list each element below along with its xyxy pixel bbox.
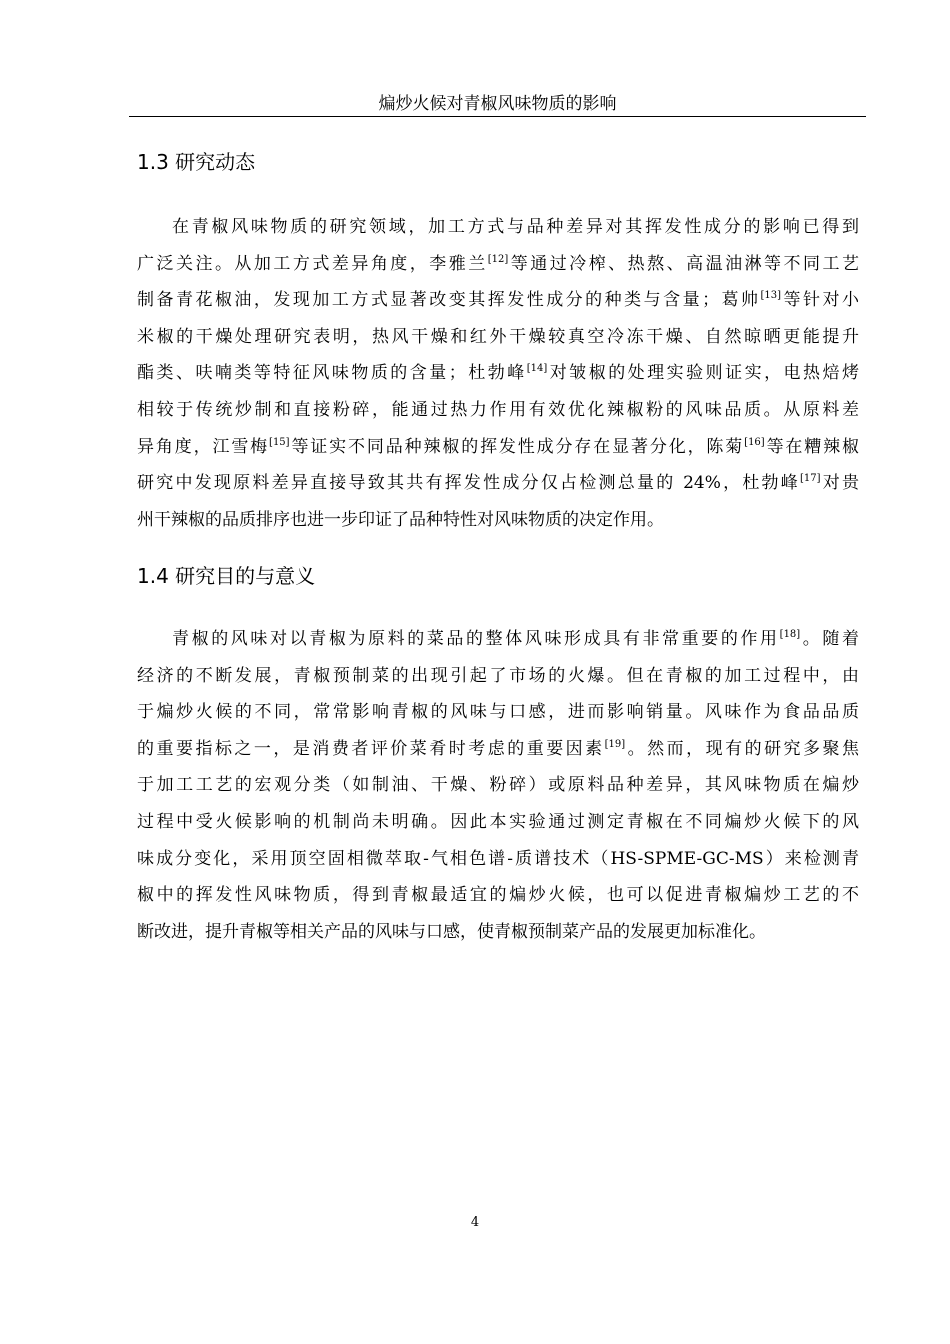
text-line	[137, 392, 859, 429]
text-line	[137, 465, 859, 502]
text-line	[137, 246, 859, 283]
citation-ref: [15]	[269, 436, 290, 448]
text-line	[137, 429, 859, 466]
text-run: 于加工工艺的宏观分类（如制油、干燥、粉碎）或原料品种差异，其风味物质在煸炒	[137, 775, 859, 796]
text-run: 。然而，现有的研究多聚焦	[625, 738, 860, 759]
text-line	[137, 804, 859, 841]
text-line	[137, 914, 859, 951]
text-run: 等在糟辣椒	[764, 436, 860, 457]
citation-ref: [18]	[779, 629, 801, 640]
text-run: 等证实不同品种辣椒的挥发性成分存在显著分化，陈菊	[289, 436, 745, 457]
text-line	[137, 694, 859, 731]
paragraph-purpose-significance	[137, 621, 859, 950]
text-line	[137, 319, 859, 356]
text-run: 。随着	[800, 629, 860, 649]
paragraph-research-trends	[137, 209, 859, 538]
citation-ref: [16]	[744, 436, 765, 448]
text-run: 对贵	[820, 473, 860, 494]
text-run: 酯类、呋喃类等特征风味物质的含量；杜勃峰	[137, 363, 527, 384]
text-line	[137, 355, 859, 392]
section-heading-1-3: 1.3 研究动态	[137, 150, 256, 174]
text-run: 对皱椒的处理实验则证实，电热焙烤	[547, 363, 860, 384]
text-run: 断改进，提升青椒等相关产品的风味与口感，使青椒预制菜产品的发展更加标准化。	[137, 921, 766, 942]
text-run: 过程中受火候影响的机制尚未明确。因此本实验通过测定青椒在不同煸炒火候下的风	[137, 811, 859, 832]
text-line	[137, 877, 859, 914]
text-run: 青椒的风味对以青椒为原料的菜品的整体风味形成具有非常重要的作用	[172, 629, 780, 649]
text-run: 味成分变化，采用顶空固相微萃取-气相色谱-质谱技术（HS-SPME-GC-MS）来检测青	[137, 848, 859, 869]
text-line	[137, 621, 859, 658]
text-run: 椒中的挥发性风味物质，得到青椒最适宜的煸炒火候，也可以促进青椒煸炒工艺的不	[137, 885, 859, 906]
text-run: 等通过冷榨、热熬、高温油淋等不同工艺	[508, 253, 859, 274]
citation-ref: [17]	[800, 473, 821, 485]
header-rule	[129, 116, 866, 117]
text-line	[137, 282, 859, 319]
citation-ref: [14]	[526, 363, 548, 375]
running-header: 煸炒火候对青椒风味物质的影响	[378, 94, 617, 114]
text-line	[137, 767, 859, 804]
text-run: 研究中发现原料差异直接导致其共有挥发性成分仅占检测总量的 24%，杜勃峰	[137, 473, 801, 494]
citation-ref: [12]	[487, 253, 509, 265]
text-line	[137, 658, 859, 695]
text-run: 在青椒风味物质的研究领域，加工方式与品种差异对其挥发性成分的影响已得到	[172, 217, 859, 237]
citation-ref: [19]	[604, 738, 626, 750]
section-heading-1-4: 1.4 研究目的与意义	[137, 564, 316, 588]
text-line	[137, 209, 859, 246]
text-run: 米椒的干燥处理研究表明，热风干燥和红外干燥较真空冷冻干燥、自然晾晒更能提升	[137, 326, 859, 347]
text-run: 于煸炒火候的不同，常常影响青椒的风味与口感，进而影响销量。风味作为食品品质	[137, 702, 859, 723]
text-line	[137, 502, 859, 539]
text-run: 州干辣椒的品质排序也进一步印证了品种特性对风味物质的决定作用。	[137, 509, 664, 530]
text-line	[137, 841, 859, 878]
text-run: 的重要指标之一，是消费者评价菜肴时考虑的重要因素	[137, 738, 605, 759]
text-run: 经济的不断发展，青椒预制菜的出现引起了市场的火爆。但在青椒的加工过程中，由	[137, 665, 859, 686]
text-run: 相较于传统炒制和直接粉碎，能通过热力作用有效优化辣椒粉的风味品质。从原料差	[137, 399, 859, 420]
text-run: 制备青花椒油，发现加工方式显著改变其挥发性成分的种类与含量；葛帅	[137, 290, 761, 311]
text-line	[137, 731, 859, 768]
text-run: 异角度，江雪梅	[137, 436, 270, 457]
text-run: 等针对小	[781, 290, 860, 311]
text-run: 广泛关注。从加工方式差异角度，李雅兰	[137, 253, 488, 274]
page-number: 4	[470, 1215, 480, 1230]
citation-ref: [13]	[760, 290, 782, 302]
